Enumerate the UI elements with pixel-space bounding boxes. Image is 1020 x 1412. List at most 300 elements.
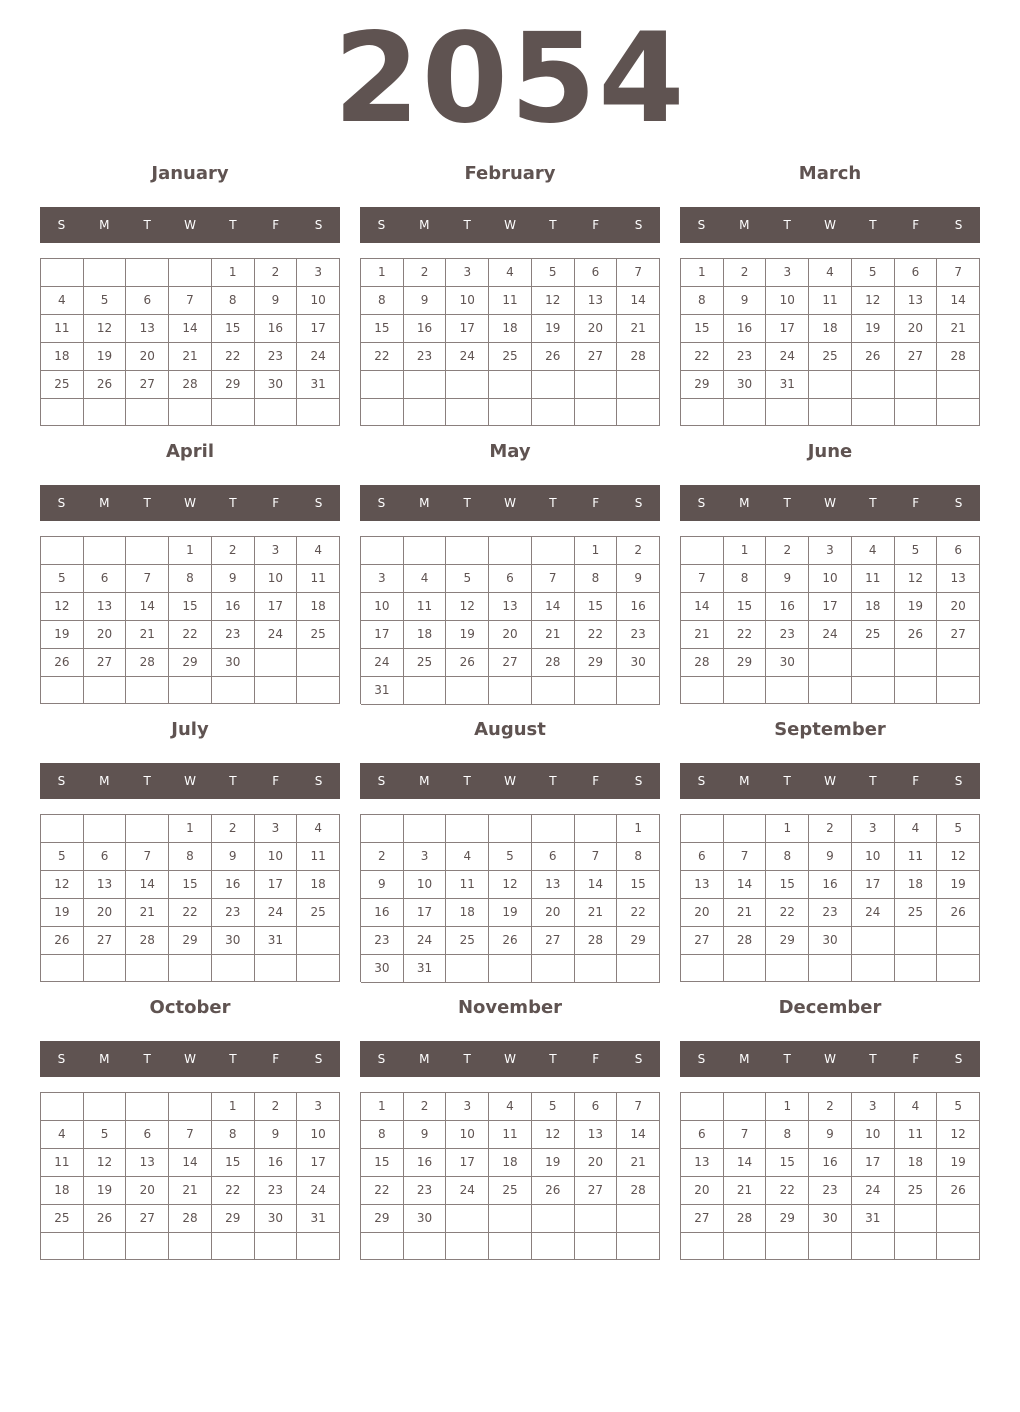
empty-cell <box>809 399 852 426</box>
day-cell: 6 <box>532 843 575 871</box>
day-cell: 24 <box>852 899 895 927</box>
day-cell: 2 <box>404 259 447 287</box>
empty-cell <box>532 371 575 399</box>
day-cell: 15 <box>169 593 212 621</box>
weekday-header <box>680 763 980 799</box>
weekday-label: W <box>824 496 836 510</box>
day-cell: 30 <box>809 1205 852 1233</box>
day-cell: 26 <box>41 649 84 677</box>
empty-cell <box>84 815 127 843</box>
day-cell: 29 <box>724 649 767 677</box>
weekday-label: T <box>229 1052 237 1066</box>
weekday-label: T <box>143 218 151 232</box>
day-grid <box>360 814 660 982</box>
empty-cell <box>404 399 447 427</box>
day-cell: 10 <box>297 287 340 315</box>
empty-cell <box>617 1205 660 1233</box>
weekday-header <box>360 1041 660 1077</box>
day-cell: 3 <box>766 259 809 287</box>
empty-cell <box>937 371 980 399</box>
day-cell: 14 <box>169 315 212 343</box>
day-grid <box>40 1092 340 1260</box>
day-cell: 22 <box>766 899 809 927</box>
day-cell: 27 <box>126 371 169 399</box>
empty-cell <box>255 677 298 704</box>
empty-cell <box>852 955 895 982</box>
day-cell: 21 <box>126 899 169 927</box>
day-cell: 29 <box>766 1205 809 1233</box>
weekday-label: W <box>824 218 836 232</box>
weekday-header <box>360 207 660 243</box>
day-cell: 16 <box>809 1149 852 1177</box>
day-cell: 7 <box>681 565 724 593</box>
day-cell: 28 <box>532 649 575 677</box>
day-cell: 28 <box>169 371 212 399</box>
day-cell: 1 <box>617 815 660 843</box>
day-grid <box>360 536 660 704</box>
day-cell: 18 <box>895 1149 938 1177</box>
weekday-label: S <box>57 496 66 510</box>
day-cell: 26 <box>532 1177 575 1205</box>
day-cell: 8 <box>724 565 767 593</box>
day-cell: 30 <box>809 927 852 955</box>
day-cell: 29 <box>212 1205 255 1233</box>
month-name: June <box>807 441 853 462</box>
day-cell: 2 <box>724 259 767 287</box>
day-cell: 17 <box>255 871 298 899</box>
empty-cell <box>617 1233 660 1260</box>
day-cell: 15 <box>766 1149 809 1177</box>
day-cell: 4 <box>41 287 84 315</box>
day-cell: 29 <box>766 927 809 955</box>
weekday-label: S <box>634 774 643 788</box>
day-cell: 18 <box>297 871 340 899</box>
day-cell: 23 <box>809 1177 852 1205</box>
empty-cell <box>169 955 212 982</box>
day-cell: 5 <box>41 843 84 871</box>
empty-cell <box>446 399 489 427</box>
empty-cell <box>766 955 809 982</box>
day-cell: 14 <box>169 1149 212 1177</box>
day-cell: 18 <box>41 343 84 371</box>
day-cell: 9 <box>255 1121 298 1149</box>
day-cell: 14 <box>724 1149 767 1177</box>
empty-cell <box>404 1233 447 1260</box>
day-cell: 3 <box>255 537 298 565</box>
empty-cell <box>489 399 532 427</box>
empty-cell <box>126 955 169 982</box>
empty-cell <box>297 955 340 982</box>
day-cell: 1 <box>212 259 255 287</box>
weekday-label: S <box>954 1052 963 1066</box>
day-cell: 29 <box>169 649 212 677</box>
weekday-label: S <box>634 496 643 510</box>
day-cell: 4 <box>809 259 852 287</box>
weekday-header <box>680 485 980 521</box>
day-cell: 30 <box>212 927 255 955</box>
empty-cell <box>255 649 298 677</box>
weekday-label: W <box>824 1052 836 1066</box>
day-cell: 21 <box>532 621 575 649</box>
month-name: October <box>149 997 231 1018</box>
day-cell: 5 <box>84 1121 127 1149</box>
day-cell: 9 <box>809 843 852 871</box>
day-cell: 31 <box>766 371 809 399</box>
day-cell: 15 <box>766 871 809 899</box>
day-cell: 26 <box>84 371 127 399</box>
day-cell: 27 <box>126 1205 169 1233</box>
day-cell: 2 <box>212 537 255 565</box>
day-cell: 17 <box>361 621 404 649</box>
day-cell: 20 <box>681 1177 724 1205</box>
weekday-label: M <box>739 1052 750 1066</box>
day-cell: 13 <box>126 1149 169 1177</box>
day-cell: 16 <box>212 871 255 899</box>
day-cell: 15 <box>212 1149 255 1177</box>
day-cell: 25 <box>41 371 84 399</box>
weekday-label: S <box>954 774 963 788</box>
day-cell: 11 <box>41 1149 84 1177</box>
day-cell: 3 <box>446 259 489 287</box>
weekday-header <box>360 763 660 799</box>
weekday-header <box>680 1041 980 1077</box>
day-cell: 30 <box>404 1205 447 1233</box>
day-cell: 13 <box>681 871 724 899</box>
day-cell: 6 <box>937 537 980 565</box>
day-cell: 4 <box>895 815 938 843</box>
empty-cell <box>404 815 447 843</box>
day-cell: 27 <box>489 649 532 677</box>
day-cell: 7 <box>532 565 575 593</box>
day-cell: 25 <box>489 1177 532 1205</box>
day-cell: 7 <box>724 1121 767 1149</box>
empty-cell <box>852 399 895 426</box>
weekday-header <box>40 207 340 243</box>
empty-cell <box>809 955 852 982</box>
weekday-header <box>40 485 340 521</box>
day-cell: 8 <box>766 843 809 871</box>
day-cell: 22 <box>212 343 255 371</box>
day-cell: 17 <box>852 1149 895 1177</box>
empty-cell <box>361 1233 404 1260</box>
month-name: September <box>774 719 886 740</box>
day-cell: 31 <box>361 677 404 705</box>
empty-cell <box>809 649 852 677</box>
empty-cell <box>766 399 809 426</box>
empty-cell <box>489 537 532 565</box>
day-cell: 27 <box>895 343 938 371</box>
day-cell: 9 <box>724 287 767 315</box>
day-cell: 9 <box>404 287 447 315</box>
day-cell: 16 <box>724 315 767 343</box>
day-cell: 16 <box>404 315 447 343</box>
empty-cell <box>41 1093 84 1121</box>
month-name: November <box>457 997 563 1018</box>
day-cell: 28 <box>724 927 767 955</box>
day-cell: 21 <box>681 621 724 649</box>
day-cell: 10 <box>766 287 809 315</box>
day-cell: 24 <box>809 621 852 649</box>
day-cell: 1 <box>766 1093 809 1121</box>
empty-cell <box>681 677 724 704</box>
day-cell: 3 <box>852 1093 895 1121</box>
empty-cell <box>84 1233 127 1260</box>
day-cell: 30 <box>766 649 809 677</box>
day-cell: 22 <box>575 621 618 649</box>
day-cell: 25 <box>489 343 532 371</box>
day-cell: 19 <box>84 1177 127 1205</box>
empty-cell <box>809 371 852 399</box>
day-cell: 16 <box>255 315 298 343</box>
weekday-label: S <box>954 496 963 510</box>
empty-cell <box>681 1233 724 1260</box>
day-cell: 13 <box>895 287 938 315</box>
weekday-label: F <box>912 496 920 510</box>
weekday-label: F <box>272 774 280 788</box>
empty-cell <box>446 371 489 399</box>
day-cell: 9 <box>766 565 809 593</box>
day-cell: 1 <box>212 1093 255 1121</box>
day-cell: 4 <box>852 537 895 565</box>
day-cell: 24 <box>446 1177 489 1205</box>
day-cell: 4 <box>297 537 340 565</box>
weekday-label: W <box>184 218 196 232</box>
empty-cell <box>575 1233 618 1260</box>
day-cell: 5 <box>489 843 532 871</box>
day-cell: 30 <box>212 649 255 677</box>
empty-cell <box>169 1093 212 1121</box>
day-cell: 23 <box>404 1177 447 1205</box>
day-cell: 14 <box>937 287 980 315</box>
day-cell: 13 <box>84 593 127 621</box>
day-cell: 23 <box>404 343 447 371</box>
day-cell: 3 <box>852 815 895 843</box>
weekday-label: T <box>783 1052 791 1066</box>
day-cell: 24 <box>852 1177 895 1205</box>
empty-cell <box>532 399 575 427</box>
day-cell: 18 <box>489 1149 532 1177</box>
empty-cell <box>766 1233 809 1260</box>
month-name: March <box>798 163 862 184</box>
day-cell: 25 <box>41 1205 84 1233</box>
empty-cell <box>852 927 895 955</box>
day-cell: 12 <box>41 871 84 899</box>
day-cell: 12 <box>446 593 489 621</box>
day-cell: 19 <box>446 621 489 649</box>
weekday-label: T <box>143 1052 151 1066</box>
day-cell: 10 <box>852 1121 895 1149</box>
empty-cell <box>575 399 618 427</box>
day-grid <box>40 814 340 982</box>
weekday-label: S <box>57 218 66 232</box>
day-cell: 3 <box>297 259 340 287</box>
empty-cell <box>575 1205 618 1233</box>
empty-cell <box>41 955 84 982</box>
day-cell: 10 <box>446 1121 489 1149</box>
weekday-label: S <box>954 218 963 232</box>
empty-cell <box>126 399 169 426</box>
day-cell: 12 <box>84 1149 127 1177</box>
weekday-label: M <box>419 774 430 788</box>
day-cell: 9 <box>212 843 255 871</box>
empty-cell <box>489 677 532 705</box>
weekday-label: M <box>99 496 110 510</box>
day-cell: 2 <box>617 537 660 565</box>
empty-cell <box>126 815 169 843</box>
weekday-label: S <box>57 774 66 788</box>
day-cell: 12 <box>895 565 938 593</box>
weekday-label: T <box>869 218 877 232</box>
weekday-label: M <box>419 496 430 510</box>
weekday-label: W <box>824 774 836 788</box>
day-cell: 7 <box>169 287 212 315</box>
empty-cell <box>681 1093 724 1121</box>
day-cell: 10 <box>404 871 447 899</box>
day-cell: 17 <box>852 871 895 899</box>
day-cell: 13 <box>532 871 575 899</box>
empty-cell <box>255 955 298 982</box>
day-cell: 21 <box>617 1149 660 1177</box>
empty-cell <box>169 677 212 704</box>
day-cell: 20 <box>575 315 618 343</box>
empty-cell <box>446 955 489 983</box>
empty-cell <box>724 955 767 982</box>
day-cell: 9 <box>617 565 660 593</box>
day-cell: 6 <box>895 259 938 287</box>
day-cell: 22 <box>766 1177 809 1205</box>
day-cell: 23 <box>361 927 404 955</box>
day-cell: 8 <box>617 843 660 871</box>
day-cell: 3 <box>446 1093 489 1121</box>
empty-cell <box>766 677 809 704</box>
day-cell: 14 <box>575 871 618 899</box>
day-cell: 5 <box>937 815 980 843</box>
day-cell: 19 <box>489 899 532 927</box>
empty-cell <box>617 955 660 983</box>
day-cell: 1 <box>361 1093 404 1121</box>
day-cell: 24 <box>255 621 298 649</box>
day-cell: 26 <box>532 343 575 371</box>
day-cell: 27 <box>937 621 980 649</box>
empty-cell <box>297 677 340 704</box>
weekday-label: M <box>99 1052 110 1066</box>
weekday-label: T <box>463 774 471 788</box>
day-cell: 6 <box>575 1093 618 1121</box>
day-cell: 6 <box>489 565 532 593</box>
day-cell: 28 <box>575 927 618 955</box>
day-cell: 29 <box>575 649 618 677</box>
empty-cell <box>724 677 767 704</box>
empty-cell <box>937 677 980 704</box>
weekday-label: T <box>549 218 557 232</box>
day-grid <box>40 536 340 704</box>
day-cell: 28 <box>617 343 660 371</box>
day-cell: 26 <box>852 343 895 371</box>
day-cell: 7 <box>126 565 169 593</box>
day-cell: 28 <box>681 649 724 677</box>
empty-cell <box>126 1093 169 1121</box>
day-cell: 2 <box>809 815 852 843</box>
day-cell: 23 <box>809 899 852 927</box>
empty-cell <box>575 955 618 983</box>
day-cell: 1 <box>169 815 212 843</box>
empty-cell <box>84 955 127 982</box>
weekday-label: T <box>549 496 557 510</box>
empty-cell <box>297 399 340 426</box>
empty-cell <box>532 677 575 705</box>
day-cell: 8 <box>361 1121 404 1149</box>
weekday-label: F <box>592 496 600 510</box>
empty-cell <box>852 677 895 704</box>
day-cell: 17 <box>446 315 489 343</box>
day-cell: 25 <box>852 621 895 649</box>
day-cell: 2 <box>809 1093 852 1121</box>
day-cell: 11 <box>895 843 938 871</box>
empty-cell <box>84 677 127 704</box>
empty-cell <box>84 399 127 426</box>
day-cell: 7 <box>617 259 660 287</box>
day-cell: 17 <box>255 593 298 621</box>
weekday-label: T <box>143 496 151 510</box>
empty-cell <box>41 815 84 843</box>
month-name: December <box>778 997 882 1018</box>
empty-cell <box>446 1205 489 1233</box>
day-cell: 25 <box>895 1177 938 1205</box>
day-cell: 22 <box>617 899 660 927</box>
day-cell: 8 <box>212 287 255 315</box>
day-cell: 8 <box>169 565 212 593</box>
day-cell: 11 <box>895 1121 938 1149</box>
day-cell: 31 <box>255 927 298 955</box>
day-cell: 12 <box>937 1121 980 1149</box>
weekday-label: S <box>377 774 386 788</box>
day-cell: 25 <box>404 649 447 677</box>
day-cell: 29 <box>361 1205 404 1233</box>
day-cell: 9 <box>404 1121 447 1149</box>
weekday-label: S <box>314 1052 323 1066</box>
day-cell: 27 <box>575 343 618 371</box>
day-cell: 6 <box>126 287 169 315</box>
empty-cell <box>41 537 84 565</box>
empty-cell <box>489 1233 532 1260</box>
day-cell: 6 <box>681 1121 724 1149</box>
weekday-label: S <box>314 218 323 232</box>
empty-cell <box>446 1233 489 1260</box>
day-cell: 24 <box>404 927 447 955</box>
day-cell: 15 <box>169 871 212 899</box>
weekday-label: F <box>592 774 600 788</box>
day-cell: 14 <box>724 871 767 899</box>
weekday-label: T <box>549 774 557 788</box>
day-cell: 8 <box>212 1121 255 1149</box>
day-cell: 22 <box>212 1177 255 1205</box>
day-cell: 25 <box>297 899 340 927</box>
day-cell: 2 <box>255 1093 298 1121</box>
month-name: July <box>171 719 209 740</box>
empty-cell <box>532 815 575 843</box>
weekday-label: S <box>697 496 706 510</box>
empty-cell <box>446 815 489 843</box>
day-cell: 24 <box>766 343 809 371</box>
weekday-header <box>360 485 660 521</box>
day-cell: 3 <box>361 565 404 593</box>
day-cell: 8 <box>681 287 724 315</box>
empty-cell <box>41 399 84 426</box>
weekday-label: S <box>57 1052 66 1066</box>
day-cell: 15 <box>681 315 724 343</box>
day-grid <box>360 1092 660 1260</box>
day-cell: 23 <box>212 899 255 927</box>
